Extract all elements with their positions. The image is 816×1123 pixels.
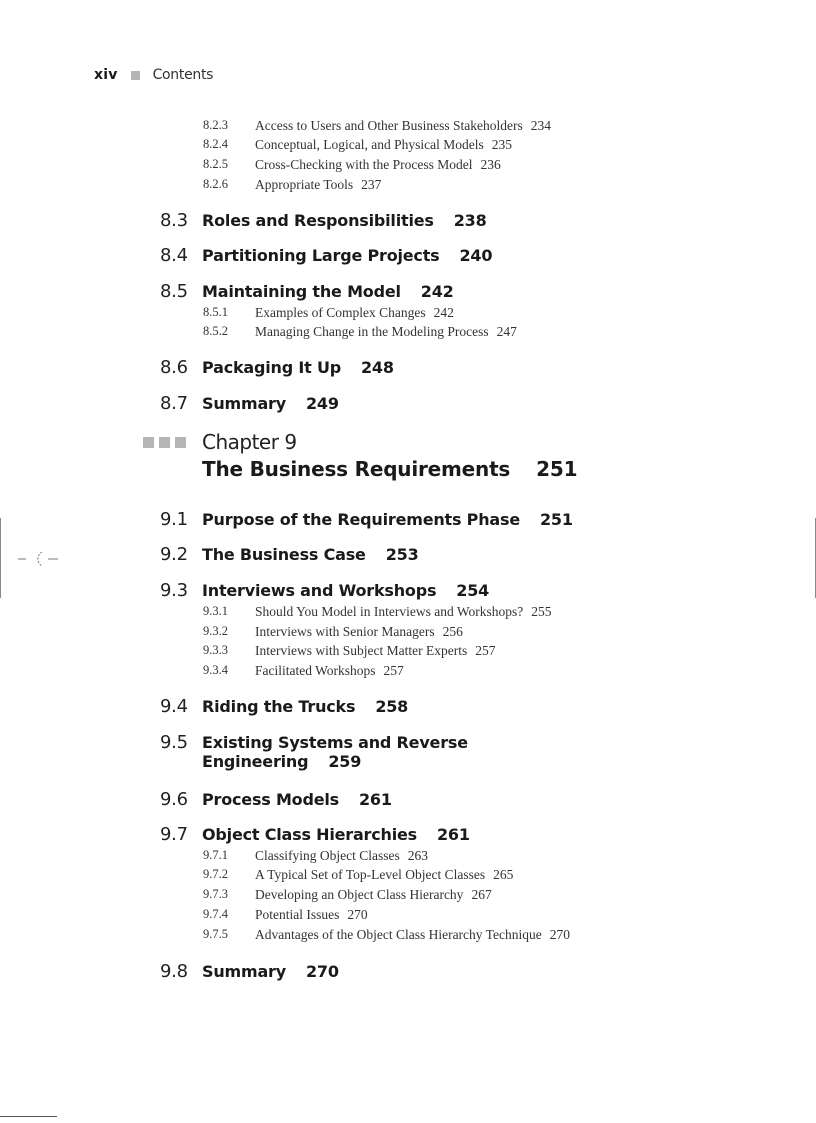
subsection-page: 247	[496, 324, 517, 339]
section-title	[202, 358, 394, 377]
section-page: 254	[456, 581, 490, 600]
section-number: 9.4	[160, 696, 188, 717]
subsection-page: 242	[433, 305, 454, 320]
section-page: 248	[361, 358, 394, 377]
section-title	[202, 510, 573, 529]
subsection-title	[255, 305, 454, 321]
section-title	[202, 825, 470, 844]
subsection-title	[255, 157, 501, 173]
section-number: 9.7	[160, 824, 188, 845]
section-title-text: Process Models	[202, 790, 339, 809]
running-header	[94, 65, 213, 85]
subsection-number: 9.7.4	[203, 907, 228, 921]
subsection-page: 237	[361, 177, 382, 192]
section-number: 8.3	[160, 210, 188, 231]
section-page: 251	[539, 510, 573, 529]
subsection-page: 257	[475, 643, 496, 658]
subsection-page: 267	[471, 887, 492, 902]
subsection-page: 236	[480, 157, 501, 172]
section-number: 8.5	[160, 281, 188, 302]
subsection-page: 234	[530, 118, 551, 133]
crop-mark-bottom	[0, 1116, 57, 1117]
subsection-title-text: Facilitated Workshops	[255, 663, 376, 678]
subsection-title-text: Advantages of the Object Class Hierarchy Technique	[255, 927, 542, 942]
subsection-title-text: Conceptual, Logical, and Physical Models	[255, 137, 484, 152]
subsection-number: 9.3.1	[203, 604, 228, 618]
section-title-text: The Business Case	[202, 545, 366, 564]
subsection-number: 9.7.3	[203, 887, 228, 901]
section-title-text: Riding the Trucks	[202, 697, 356, 716]
subsection-title-text: Developing an Object Class Hierarchy	[255, 887, 464, 902]
chapter-label: Chapter 9	[202, 430, 297, 454]
section-page: 258	[375, 697, 409, 716]
section-title	[202, 581, 489, 600]
section-title	[202, 962, 339, 981]
section-number: 8.7	[160, 393, 188, 414]
subsection-title	[255, 137, 512, 153]
subsection-page: 265	[493, 867, 514, 882]
subsection-title	[255, 907, 368, 923]
section-title	[202, 246, 492, 265]
subsection-number: 9.3.3	[203, 643, 228, 657]
section-number: 9.2	[160, 544, 188, 565]
subsection-number: 8.2.3	[203, 118, 228, 132]
subsection-title	[255, 927, 570, 943]
section-page: 253	[385, 545, 419, 564]
chapter-title	[202, 457, 577, 481]
section-page: 261	[436, 825, 470, 844]
section-page: 242	[420, 282, 454, 301]
subsection-title	[255, 867, 513, 883]
section-title-text: Existing Systems and Reverse	[202, 733, 468, 752]
section-page: 261	[359, 790, 392, 809]
subsection-page: 235	[491, 137, 512, 152]
section-title	[202, 394, 339, 413]
subsection-number: 9.3.2	[203, 624, 228, 638]
subsection-title	[255, 848, 428, 864]
section-number: 9.3	[160, 580, 188, 601]
subsection-title	[255, 118, 551, 134]
section-title-text: Maintaining the Model	[202, 282, 401, 301]
subsection-number: 9.3.4	[203, 663, 228, 677]
section-title	[202, 211, 487, 230]
section-title-text: Summary	[202, 394, 286, 413]
section-number: 9.8	[160, 961, 188, 982]
subsection-number: 8.2.5	[203, 157, 228, 171]
subsection-page: 257	[383, 663, 404, 678]
section-title-text: Purpose of the Requirements Phase	[202, 510, 520, 529]
subsection-number: 8.2.4	[203, 137, 228, 151]
subsection-number: 8.5.1	[203, 305, 228, 319]
subsection-number: 9.7.1	[203, 848, 228, 862]
section-title	[202, 545, 419, 564]
section-title	[202, 697, 408, 716]
section-page: 270	[305, 962, 339, 981]
section-title	[202, 282, 454, 301]
subsection-title-text: Examples of Complex Changes	[255, 305, 426, 320]
subsection-title	[255, 604, 552, 620]
chapter-title-text: The Business Requirements	[202, 457, 511, 481]
subsection-title-text: Appropriate Tools	[255, 177, 354, 192]
section-title	[202, 790, 392, 809]
section-number: 9.5	[160, 732, 188, 753]
subsection-title	[255, 177, 381, 193]
section-page: 240	[459, 246, 493, 265]
section-number: 9.6	[160, 789, 188, 810]
registration-mark-icon	[18, 549, 60, 569]
page-number: xiv	[94, 67, 118, 83]
chapter-page: 251	[536, 457, 578, 481]
section-number: 8.6	[160, 357, 188, 378]
subsection-number: 9.7.2	[203, 867, 228, 881]
crop-mark-left	[0, 518, 1, 598]
running-title: Contents	[152, 67, 214, 83]
section-title-text: Summary	[202, 962, 286, 981]
subsection-number: 9.7.5	[203, 927, 228, 941]
section-title-text: Roles and Responsibilities	[202, 211, 434, 230]
subsection-title-text: Classifying Object Classes	[255, 848, 400, 863]
subsection-title	[255, 324, 517, 340]
subsection-title-text: Access to Users and Other Business Stakeholders	[255, 118, 523, 133]
section-title-text: Object Class Hierarchies	[202, 825, 417, 844]
subsection-title-text: A Typical Set of Top-Level Object Classes	[255, 867, 486, 882]
section-title-text: Partitioning Large Projects	[202, 246, 440, 265]
subsection-number: 8.2.6	[203, 177, 228, 191]
section-title-text: Interviews and Workshops	[202, 581, 437, 600]
section-title-text-line2: Engineering	[202, 752, 309, 771]
subsection-title	[255, 624, 463, 640]
subsection-title	[255, 887, 492, 903]
section-title	[202, 733, 468, 771]
section-page: 238	[453, 211, 487, 230]
section-number: 8.4	[160, 245, 188, 266]
subsection-page: 270	[549, 927, 570, 942]
chapter-squares-icon	[143, 437, 186, 448]
subsection-title-text: Managing Change in the Modeling Process	[255, 324, 489, 339]
subsection-page: 256	[442, 624, 463, 639]
subsection-number: 8.5.2	[203, 324, 228, 338]
subsection-page: 263	[407, 848, 428, 863]
section-page: 249	[305, 394, 339, 413]
subsection-page: 255	[531, 604, 552, 619]
section-number: 9.1	[160, 509, 188, 530]
subsection-title-text: Should You Model in Interviews and Workshops?	[255, 604, 524, 619]
section-page: 259	[328, 752, 362, 771]
section-title-text: Packaging It Up	[202, 358, 341, 377]
subsection-title	[255, 643, 495, 659]
subsection-page: 270	[347, 907, 368, 922]
subsection-title-text: Potential Issues	[255, 907, 340, 922]
subsection-title-text: Interviews with Subject Matter Experts	[255, 643, 468, 658]
subsection-title	[255, 663, 404, 679]
subsection-title-text: Cross-Checking with the Process Model	[255, 157, 473, 172]
header-square-icon	[131, 71, 140, 80]
subsection-title-text: Interviews with Senior Managers	[255, 624, 435, 639]
